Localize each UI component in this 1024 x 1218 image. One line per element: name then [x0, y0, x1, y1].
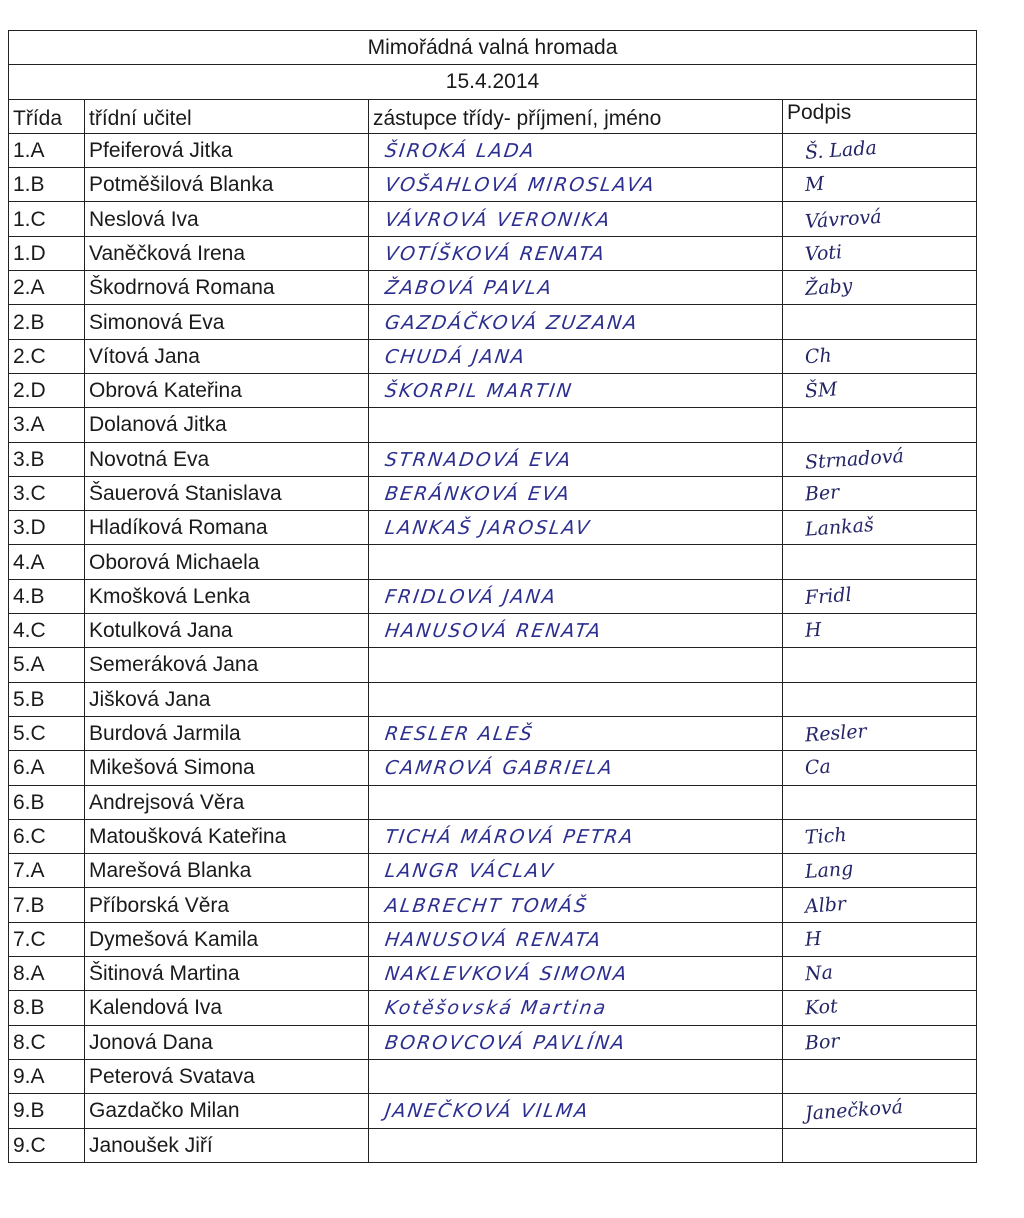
signature-cell — [783, 408, 977, 442]
table-row — [9, 476, 977, 510]
table-row — [9, 339, 977, 373]
handwritten-name: CAMROVÁ GABRIELA — [383, 757, 616, 780]
handwritten-signature — [787, 705, 805, 706]
table-row — [9, 888, 977, 922]
handwritten-signature: Albr — [804, 892, 847, 918]
handwritten-name: STRNADOVÁ EVA — [383, 448, 574, 471]
teacher-cell: Kalendová Iva — [85, 991, 369, 1025]
handwritten-signature: H — [804, 927, 823, 951]
representative-cell — [369, 373, 783, 407]
class-cell: 2.B — [9, 305, 85, 339]
table-row — [9, 957, 977, 991]
class-cell: 6.A — [9, 751, 85, 785]
signature-cell — [783, 476, 977, 510]
signature-cell — [783, 202, 977, 236]
representative-cell — [369, 579, 783, 613]
signature-cell — [783, 922, 977, 956]
representative-cell — [369, 339, 783, 373]
representative-cell — [369, 785, 783, 819]
teacher-cell: Kmošková Lenka — [85, 579, 369, 613]
class-cell: 5.C — [9, 716, 85, 750]
table-row — [9, 1025, 977, 1059]
attendance-table — [8, 30, 977, 1163]
class-cell: 3.A — [9, 408, 85, 442]
class-cell: 3.D — [9, 511, 85, 545]
class-cell: 7.B — [9, 888, 85, 922]
representative-cell — [369, 442, 783, 476]
signature-cell — [783, 545, 977, 579]
handwritten-name: CHUDÁ JANA — [383, 345, 528, 368]
representative-cell — [369, 271, 783, 305]
class-cell: 9.C — [9, 1128, 85, 1162]
handwritten-signature: M — [804, 173, 826, 197]
class-cell: 9.A — [9, 1059, 85, 1093]
representative-cell — [369, 991, 783, 1025]
representative-cell — [369, 305, 783, 339]
signature-cell — [783, 133, 977, 167]
teacher-cell: Hladíková Romana — [85, 511, 369, 545]
class-cell: 8.C — [9, 1025, 85, 1059]
handwritten-name: BOROVCOVÁ PAVLÍNA — [383, 1031, 628, 1054]
handwritten-signature: ŠM — [804, 378, 839, 403]
class-cell: 5.B — [9, 682, 85, 716]
representative-cell — [369, 819, 783, 853]
handwritten-signature — [787, 431, 805, 432]
table-row — [9, 922, 977, 956]
teacher-cell: Oborová Michaela — [85, 545, 369, 579]
handwritten-signature: Š. Lada — [804, 136, 878, 164]
class-cell: 7.C — [9, 922, 85, 956]
header-representative: zástupce třídy- příjmení, jméno — [369, 99, 783, 133]
handwritten-signature: Tich — [804, 823, 848, 849]
class-cell: 2.C — [9, 339, 85, 373]
representative-cell — [369, 614, 783, 648]
class-cell: 4.C — [9, 614, 85, 648]
representative-cell — [369, 476, 783, 510]
signature-cell — [783, 854, 977, 888]
teacher-cell: Burdová Jarmila — [85, 716, 369, 750]
signature-cell — [783, 271, 977, 305]
handwritten-name: LANGR VÁCLAV — [383, 860, 556, 883]
handwritten-name: ŠKORPIL MARTIN — [383, 380, 575, 403]
teacher-cell: Vaněčková Irena — [85, 236, 369, 270]
teacher-cell: Marešová Blanka — [85, 854, 369, 888]
handwritten-name: GAZDÁČKOVÁ ZUZANA — [383, 311, 641, 334]
handwritten-name: TICHÁ MÁROVÁ PETRA — [383, 825, 636, 848]
teacher-cell: Pfeiferová Jitka — [85, 133, 369, 167]
signature-cell — [783, 511, 977, 545]
representative-cell — [369, 1025, 783, 1059]
table-row — [9, 614, 977, 648]
handwritten-signature — [787, 671, 805, 672]
class-cell: 6.B — [9, 785, 85, 819]
representative-cell — [369, 168, 783, 202]
teacher-cell: Andrejsová Věra — [85, 785, 369, 819]
teacher-cell: Neslová Iva — [85, 202, 369, 236]
representative-cell — [369, 408, 783, 442]
table-row — [9, 785, 977, 819]
teacher-cell: Obrová Kateřina — [85, 373, 369, 407]
handwritten-name: RESLER ALEŠ — [383, 723, 536, 746]
signature-cell — [783, 339, 977, 373]
teacher-cell: Dolanová Jitka — [85, 408, 369, 442]
table-row — [9, 545, 977, 579]
class-cell: 8.A — [9, 957, 85, 991]
handwritten-signature — [787, 568, 805, 569]
signature-cell — [783, 305, 977, 339]
handwritten-signature: H — [804, 619, 823, 643]
table-row — [9, 991, 977, 1025]
teacher-cell: Matoušková Kateřina — [85, 819, 369, 853]
handwritten-name: VÁVROVÁ VERONIKA — [383, 208, 613, 231]
signature-cell — [783, 751, 977, 785]
representative-cell — [369, 236, 783, 270]
teacher-cell: Gazdačko Milan — [85, 1094, 369, 1128]
handwritten-signature: Ber — [804, 481, 840, 506]
header-row — [9, 99, 977, 133]
table-row — [9, 271, 977, 305]
table-row — [9, 168, 977, 202]
handwritten-signature — [787, 328, 805, 329]
teacher-cell: Simonová Eva — [85, 305, 369, 339]
teacher-cell: Škodrnová Romana — [85, 271, 369, 305]
handwritten-signature: Ca — [804, 755, 832, 780]
teacher-cell: Jonová Dana — [85, 1025, 369, 1059]
table-row — [9, 373, 977, 407]
signature-cell — [783, 819, 977, 853]
handwritten-name: NAKLEVKOVÁ SIMONA — [383, 963, 630, 986]
representative-cell — [369, 1059, 783, 1093]
table-row — [9, 648, 977, 682]
representative-cell — [369, 922, 783, 956]
handwritten-name: BERÁNKOVÁ EVA — [383, 483, 573, 505]
class-cell: 5.A — [9, 648, 85, 682]
teacher-cell: Vítová Jana — [85, 339, 369, 373]
signature-cell — [783, 442, 977, 476]
handwritten-signature: Lang — [804, 857, 855, 884]
teacher-cell: Mikešová Simona — [85, 751, 369, 785]
representative-cell — [369, 682, 783, 716]
signature-cell — [783, 1025, 977, 1059]
class-cell: 1.D — [9, 236, 85, 270]
handwritten-name: VOTÍŠKOVÁ RENATA — [383, 242, 608, 265]
teacher-cell: Semeráková Jana — [85, 648, 369, 682]
representative-cell — [369, 648, 783, 682]
class-cell: 9.B — [9, 1094, 85, 1128]
class-cell: 8.B — [9, 991, 85, 1025]
handwritten-signature — [787, 1151, 805, 1152]
handwritten-signature: Vávrová — [804, 205, 883, 233]
table-row — [9, 202, 977, 236]
representative-cell — [369, 133, 783, 167]
class-cell: 1.C — [9, 202, 85, 236]
teacher-cell: Janoušek Jiří — [85, 1128, 369, 1162]
teacher-cell: Šauerová Stanislava — [85, 476, 369, 510]
table-row — [9, 1128, 977, 1162]
representative-cell — [369, 202, 783, 236]
representative-cell — [369, 888, 783, 922]
handwritten-signature — [787, 1082, 805, 1083]
class-cell: 6.C — [9, 819, 85, 853]
handwritten-name: HANUSOVÁ RENATA — [383, 620, 604, 643]
signature-cell — [783, 168, 977, 202]
table-row — [9, 408, 977, 442]
handwritten-name: Kotěšovská Martina — [383, 997, 609, 1020]
teacher-cell: Šitinová Martina — [85, 957, 369, 991]
table-row — [9, 1059, 977, 1093]
class-cell: 3.B — [9, 442, 85, 476]
signature-cell — [783, 682, 977, 716]
table-row — [9, 819, 977, 853]
handwritten-name: ŠIROKÁ LADA — [383, 140, 538, 163]
teacher-cell: Potměšilová Blanka — [85, 168, 369, 202]
teacher-cell: Novotná Eva — [85, 442, 369, 476]
signature-cell — [783, 236, 977, 270]
handwritten-signature: Bor — [804, 1029, 841, 1055]
handwritten-signature: Janečková — [804, 1096, 904, 1126]
title-row — [9, 31, 977, 65]
handwritten-name: VOŠAHLOVÁ MIROSLAVA — [383, 174, 658, 197]
table-row — [9, 579, 977, 613]
class-cell: 4.B — [9, 579, 85, 613]
date-row — [9, 65, 977, 99]
handwritten-name: LANKAŠ JAROSLAV — [383, 517, 593, 540]
signature-cell — [783, 648, 977, 682]
header-teacher: třídní učitel — [85, 99, 369, 133]
table-row — [9, 305, 977, 339]
representative-cell — [369, 1128, 783, 1162]
document-date: 15.4.2014 — [9, 65, 977, 99]
signature-cell — [783, 957, 977, 991]
signature-cell — [783, 614, 977, 648]
signature-cell — [783, 1059, 977, 1093]
class-cell: 3.C — [9, 476, 85, 510]
table-row — [9, 682, 977, 716]
handwritten-signature: Na — [804, 961, 834, 986]
handwritten-name: ŽABOVÁ PAVLA — [383, 277, 555, 300]
representative-cell — [369, 957, 783, 991]
table-row — [9, 1094, 977, 1128]
representative-cell — [369, 1094, 783, 1128]
class-cell: 2.A — [9, 271, 85, 305]
class-cell: 1.A — [9, 133, 85, 167]
header-signature: Podpis — [783, 99, 977, 133]
class-cell: 4.A — [9, 545, 85, 579]
representative-cell — [369, 854, 783, 888]
table-row — [9, 236, 977, 270]
representative-cell — [369, 751, 783, 785]
handwritten-name: ALBRECHT TOMÁŠ — [383, 894, 590, 917]
signature-cell — [783, 716, 977, 750]
handwritten-name: HANUSOVÁ RENATA — [383, 928, 604, 951]
handwritten-signature: Voti — [804, 241, 843, 266]
handwritten-signature: Resler — [804, 720, 868, 747]
representative-cell — [369, 511, 783, 545]
handwritten-signature: Ch — [804, 344, 833, 369]
teacher-cell: Peterová Svatava — [85, 1059, 369, 1093]
document-title: Mimořádná valná hromada — [9, 31, 977, 65]
representative-cell — [369, 545, 783, 579]
handwritten-signature — [787, 808, 805, 809]
handwritten-signature: Fridl — [804, 583, 853, 609]
representative-cell — [369, 716, 783, 750]
table-row — [9, 716, 977, 750]
handwritten-signature: Lankaš — [804, 514, 875, 542]
teacher-cell: Jišková Jana — [85, 682, 369, 716]
table-row — [9, 854, 977, 888]
signature-cell — [783, 991, 977, 1025]
header-class: Třída — [9, 99, 85, 133]
signature-cell — [783, 888, 977, 922]
signature-cell — [783, 1128, 977, 1162]
handwritten-signature: Kot — [804, 995, 839, 1020]
class-cell: 7.A — [9, 854, 85, 888]
teacher-cell: Dymešová Kamila — [85, 922, 369, 956]
table-row — [9, 442, 977, 476]
signature-cell — [783, 1094, 977, 1128]
signature-cell — [783, 579, 977, 613]
class-cell: 1.B — [9, 168, 85, 202]
table-row — [9, 511, 977, 545]
handwritten-signature: Žaby — [804, 274, 854, 301]
handwritten-signature: Strnadová — [804, 444, 905, 474]
class-cell: 2.D — [9, 373, 85, 407]
table-row — [9, 133, 977, 167]
handwritten-name: JANEČKOVÁ VILMA — [383, 1100, 591, 1123]
teacher-cell: Kotulková Jana — [85, 614, 369, 648]
table-row — [9, 751, 977, 785]
teacher-cell: Příborská Věra — [85, 888, 369, 922]
signature-cell — [783, 373, 977, 407]
signature-cell — [783, 785, 977, 819]
handwritten-name: FRIDLOVÁ JANA — [383, 585, 559, 608]
